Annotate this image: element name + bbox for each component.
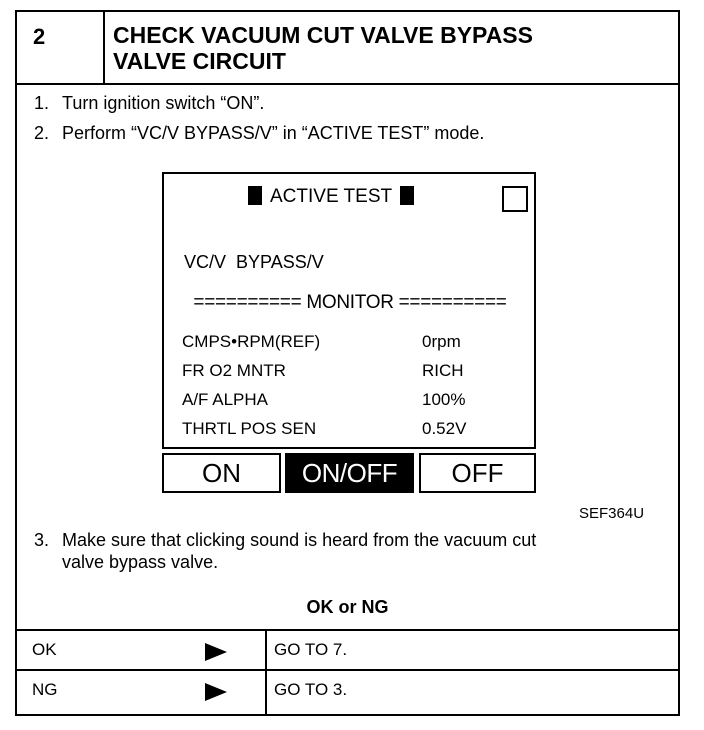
monitor-row (182, 327, 522, 356)
result-row-ng (17, 669, 678, 714)
instruction-2 (34, 122, 484, 144)
result-action: GO TO 3. (274, 680, 348, 699)
step-number-cell (17, 12, 105, 83)
title-marker-left-icon (248, 186, 262, 205)
result-row-ok (17, 629, 678, 669)
step-number: 2 (33, 24, 46, 49)
monitor-row-value: 0rpm (422, 332, 461, 351)
result-label: NG (32, 680, 58, 699)
test-item-name: VC/V BYPASS/V (184, 252, 324, 272)
arrow-right-icon (205, 683, 227, 701)
on-button[interactable]: ON (162, 453, 281, 493)
monitor-row-name: A/F ALPHA (182, 390, 268, 409)
instruction-3-number: 3. (34, 530, 50, 550)
monitor-row-name: FR O2 MNTR (182, 361, 286, 380)
step-title-line-1: CHECK VACUUM CUT VALVE BYPASS (113, 22, 533, 48)
instruction-1-number: 1. (34, 93, 50, 113)
monitor-divider: ========== MONITOR ========== (193, 292, 507, 313)
column-divider (265, 631, 267, 669)
instruction-3-text: Make sure that clicking sound is heard from the vacuum cut (62, 530, 537, 550)
screen-title (248, 186, 414, 208)
consult-screen (162, 172, 536, 449)
monitor-row-name: CMPS•RPM(REF) (182, 332, 321, 351)
step-title-line-2: VALVE CIRCUIT (113, 48, 286, 74)
result-action: GO TO 7. (274, 640, 348, 659)
step-header (17, 12, 678, 85)
on-off-button[interactable]: ON/OFF (285, 453, 414, 493)
title-marker-right-icon (400, 186, 414, 205)
step-title (113, 22, 653, 74)
instruction-3-text-line-2: valve bypass valve. (62, 552, 219, 572)
monitor-row (182, 356, 522, 385)
instruction-1-text: Turn ignition switch “ON”. (62, 93, 265, 113)
monitor-row-value: 100% (422, 390, 466, 409)
off-button[interactable]: OFF (419, 453, 536, 493)
instruction-3 (34, 529, 536, 573)
instruction-2-text: Perform “VC/V BYPASS/V” in “ACTIVE TEST” mode. (62, 123, 485, 143)
monitor-row-name: THRTL POS SEN (182, 419, 317, 438)
result-label: OK (32, 640, 57, 659)
arrow-right-icon (205, 643, 227, 661)
instruction-1 (34, 92, 264, 114)
instruction-2-number: 2. (34, 123, 50, 143)
decision-prompt: OK or NG (306, 597, 389, 617)
monitor-row (182, 414, 522, 443)
screen-title-label: ACTIVE TEST (270, 186, 393, 207)
procedure-frame (15, 10, 680, 716)
monitor-rows (182, 327, 522, 443)
monitor-row-value: RICH (422, 361, 464, 380)
figure-reference: SEF364U (579, 505, 645, 522)
column-divider (265, 671, 267, 714)
monitor-row-value: 0.52V (422, 419, 467, 438)
screen-corner-box-icon (502, 186, 528, 212)
monitor-row (182, 385, 522, 414)
